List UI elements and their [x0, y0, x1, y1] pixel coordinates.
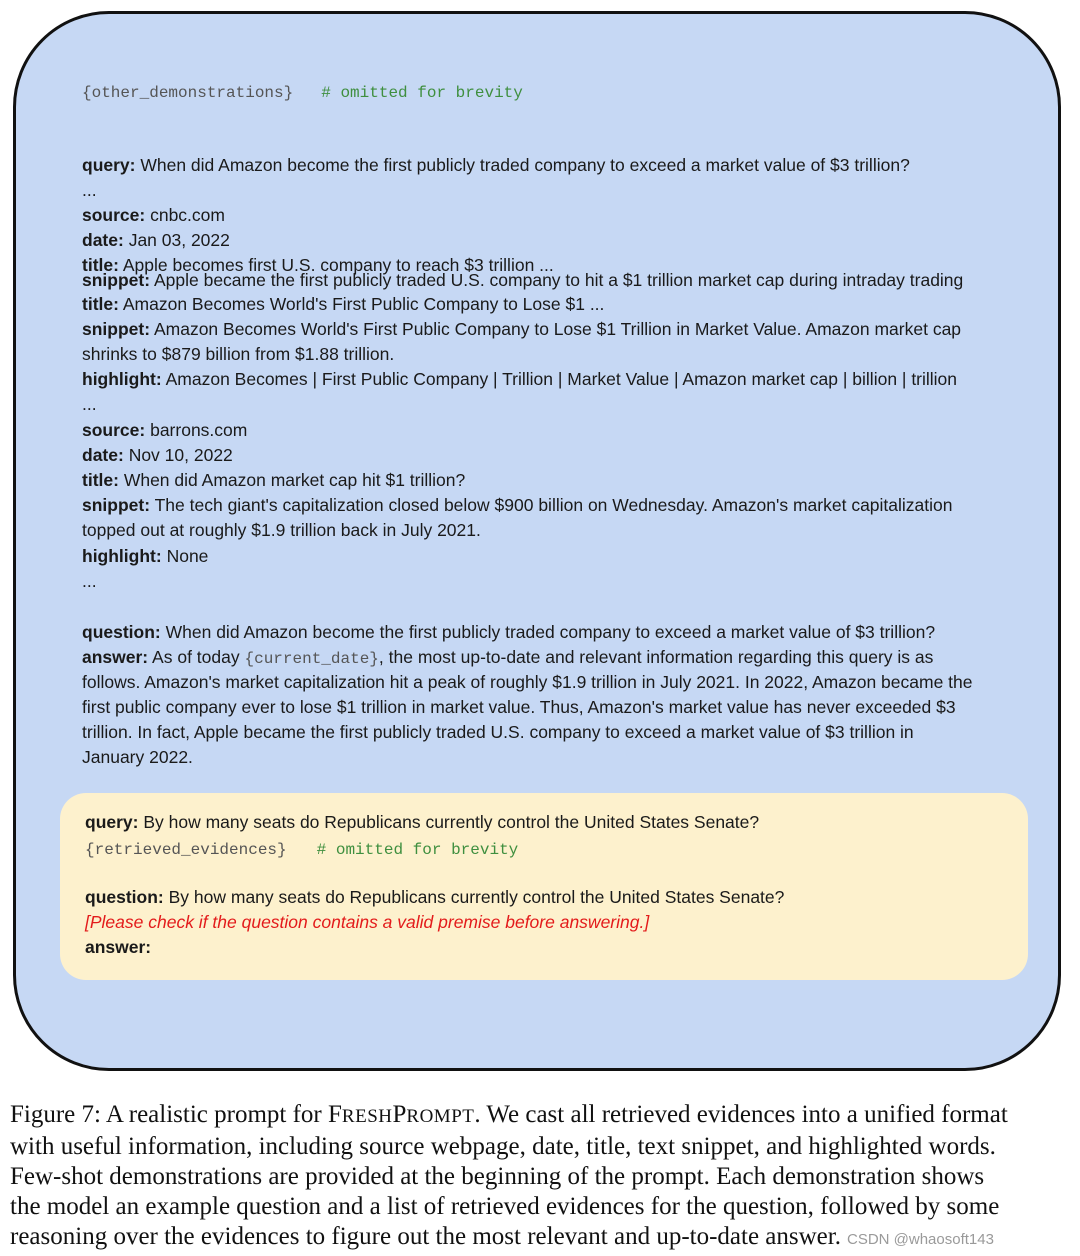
snippet-continuation: shrinks to $879 billion from $1.88 trillion. — [82, 344, 395, 364]
retrieved-evidences-placeholder: {retrieved_evidences} — [85, 841, 287, 859]
caption-line — [10, 1100, 1076, 1132]
date-label: date: — [82, 445, 124, 465]
caption-line — [10, 1222, 1076, 1255]
other-demonstrations-placeholder: {other_demonstrations} — [82, 84, 294, 102]
snippet-label: snippet: — [82, 270, 151, 290]
source-value: barrons.com — [150, 420, 248, 440]
title-label: title: — [82, 294, 119, 314]
date-label: date: — [82, 230, 124, 250]
question-label: question: — [82, 622, 161, 642]
evidence-title — [82, 292, 604, 317]
omitted-comment: # omitted for brevity — [321, 84, 523, 102]
question-text: When did Amazon become the first publicly traded company to exceed a market value of $3 trillion? — [165, 622, 936, 642]
truncated-snippet — [82, 270, 1002, 290]
target-question — [85, 885, 784, 910]
highlight-label: highlight: — [82, 369, 162, 389]
answer-text: , the most up-to-date and relevant information regarding this query is as — [378, 647, 934, 667]
demo-answer — [82, 645, 933, 672]
query-label: query: — [82, 155, 136, 175]
source-value: cnbc.com — [150, 205, 225, 225]
question-text: By how many seats do Republicans currently control the United States Senate? — [168, 887, 785, 907]
caption-line: the model an example question and a list of retrieved evidences for the question, followed by some — [10, 1193, 1000, 1220]
question-label: question: — [85, 887, 164, 907]
highlight-label: highlight: — [82, 546, 162, 566]
date-value: Nov 10, 2022 — [128, 445, 233, 465]
demonstrations-header — [82, 79, 523, 106]
demo-query — [82, 153, 910, 178]
evidence-highlight — [82, 544, 208, 569]
current-date-placeholder: {current_date} — [244, 650, 379, 668]
query-text: By how many seats do Republicans currently control the United States Senate? — [143, 812, 760, 832]
highlight-text: None — [166, 546, 209, 566]
answer-continuation: first public company ever to lose $1 trillion in market value. Thus, Amazon's market value has never exceeded $3 — [82, 697, 956, 717]
answer-continuation: follows. Amazon's market capitalization hit a peak of roughly $1.9 trillion in July 2021. In 2022, Amazon became the — [82, 672, 973, 692]
omitted-comment: # omitted for brevity — [316, 841, 519, 859]
snippet-text: Amazon Becomes World's First Public Company to Lose $1 Trillion in Market Value. Amazon market cap — [153, 319, 962, 339]
caption-line: with useful information, including source webpage, date, title, text snippet, and highlighted words. — [10, 1133, 996, 1160]
evidence-date — [82, 228, 230, 253]
query-text: When did Amazon become the first publicly traded company to exceed a market value of $3 trillion? — [140, 155, 910, 175]
title-label: title: — [82, 470, 119, 490]
evidence-source — [82, 418, 247, 443]
evidence-snippet — [82, 493, 953, 518]
ellipsis: ... — [82, 571, 97, 591]
evidence-date — [82, 443, 233, 468]
answer-continuation: trillion. In fact, Apple became the first publicly traded U.S. company to exceed a market value of $3 trillion in — [82, 722, 914, 742]
source-label: source: — [82, 420, 146, 440]
snippet-continuation: topped out at roughly $1.9 trillion back in July 2021. — [82, 520, 481, 540]
demo-question — [82, 620, 935, 645]
evidence-title — [82, 468, 465, 493]
highlight-text: Amazon Becomes | First Public Company | Trillion | Market Value | Amazon market cap | billion | trillion — [165, 369, 958, 389]
freshprompt-name: ROMPT — [406, 1106, 475, 1127]
snippet-label: snippet: — [82, 495, 151, 515]
csdn-watermark: CSDN @whaosoft143 — [846, 1231, 994, 1248]
query-label: query: — [85, 812, 139, 832]
snippet-label: snippet: — [82, 319, 151, 339]
caption-line: Few-shot demonstrations are provided at the beginning of the prompt. Each demonstration shows — [10, 1163, 985, 1190]
freshprompt-name: F — [328, 1101, 342, 1128]
ellipsis: ... — [82, 394, 97, 414]
answer-label: answer: — [82, 647, 149, 667]
retrieved-evidences-line — [85, 836, 518, 863]
target-answer — [85, 935, 151, 960]
date-value: Jan 03, 2022 — [128, 230, 230, 250]
caption-text: . We cast all retrieved evidences into a unified format — [474, 1101, 1008, 1128]
snippet-partial: Apple became the first publicly traded U.S. company to hit a $1 trillion market cap during intraday trading — [153, 270, 964, 290]
figure-caption — [10, 1100, 1076, 1255]
snippet-text: The tech giant's capitalization closed below $900 billion on Wednesday. Amazon's market capitalization — [154, 495, 953, 515]
title-label: title: — [82, 255, 119, 275]
caption-text: Figure 7: A realistic prompt for — [10, 1101, 329, 1128]
evidence-snippet — [82, 317, 961, 342]
target-query — [85, 810, 759, 835]
evidence-source — [82, 203, 225, 228]
premise-check-note: [Please check if the question contains a valid premise before answering.] — [85, 912, 650, 932]
caption-text: reasoning over the evidences to figure out the most relevant and up-to-date answer. — [10, 1223, 841, 1250]
freshprompt-name: P — [392, 1101, 407, 1128]
freshprompt-name: RESH — [341, 1106, 393, 1127]
answer-continuation: January 2022. — [82, 747, 193, 767]
title-value: Apple becomes first U.S. company to reach $3 trillion ... — [122, 255, 554, 275]
source-label: source: — [82, 205, 146, 225]
title-value: When did Amazon market cap hit $1 trillion? — [123, 470, 466, 490]
title-value: Amazon Becomes World's First Public Company to Lose $1 ... — [122, 294, 605, 314]
answer-text: As of today — [152, 647, 240, 667]
answer-label: answer: — [85, 937, 152, 957]
evidence-highlight — [82, 367, 957, 392]
ellipsis: ... — [82, 180, 97, 200]
